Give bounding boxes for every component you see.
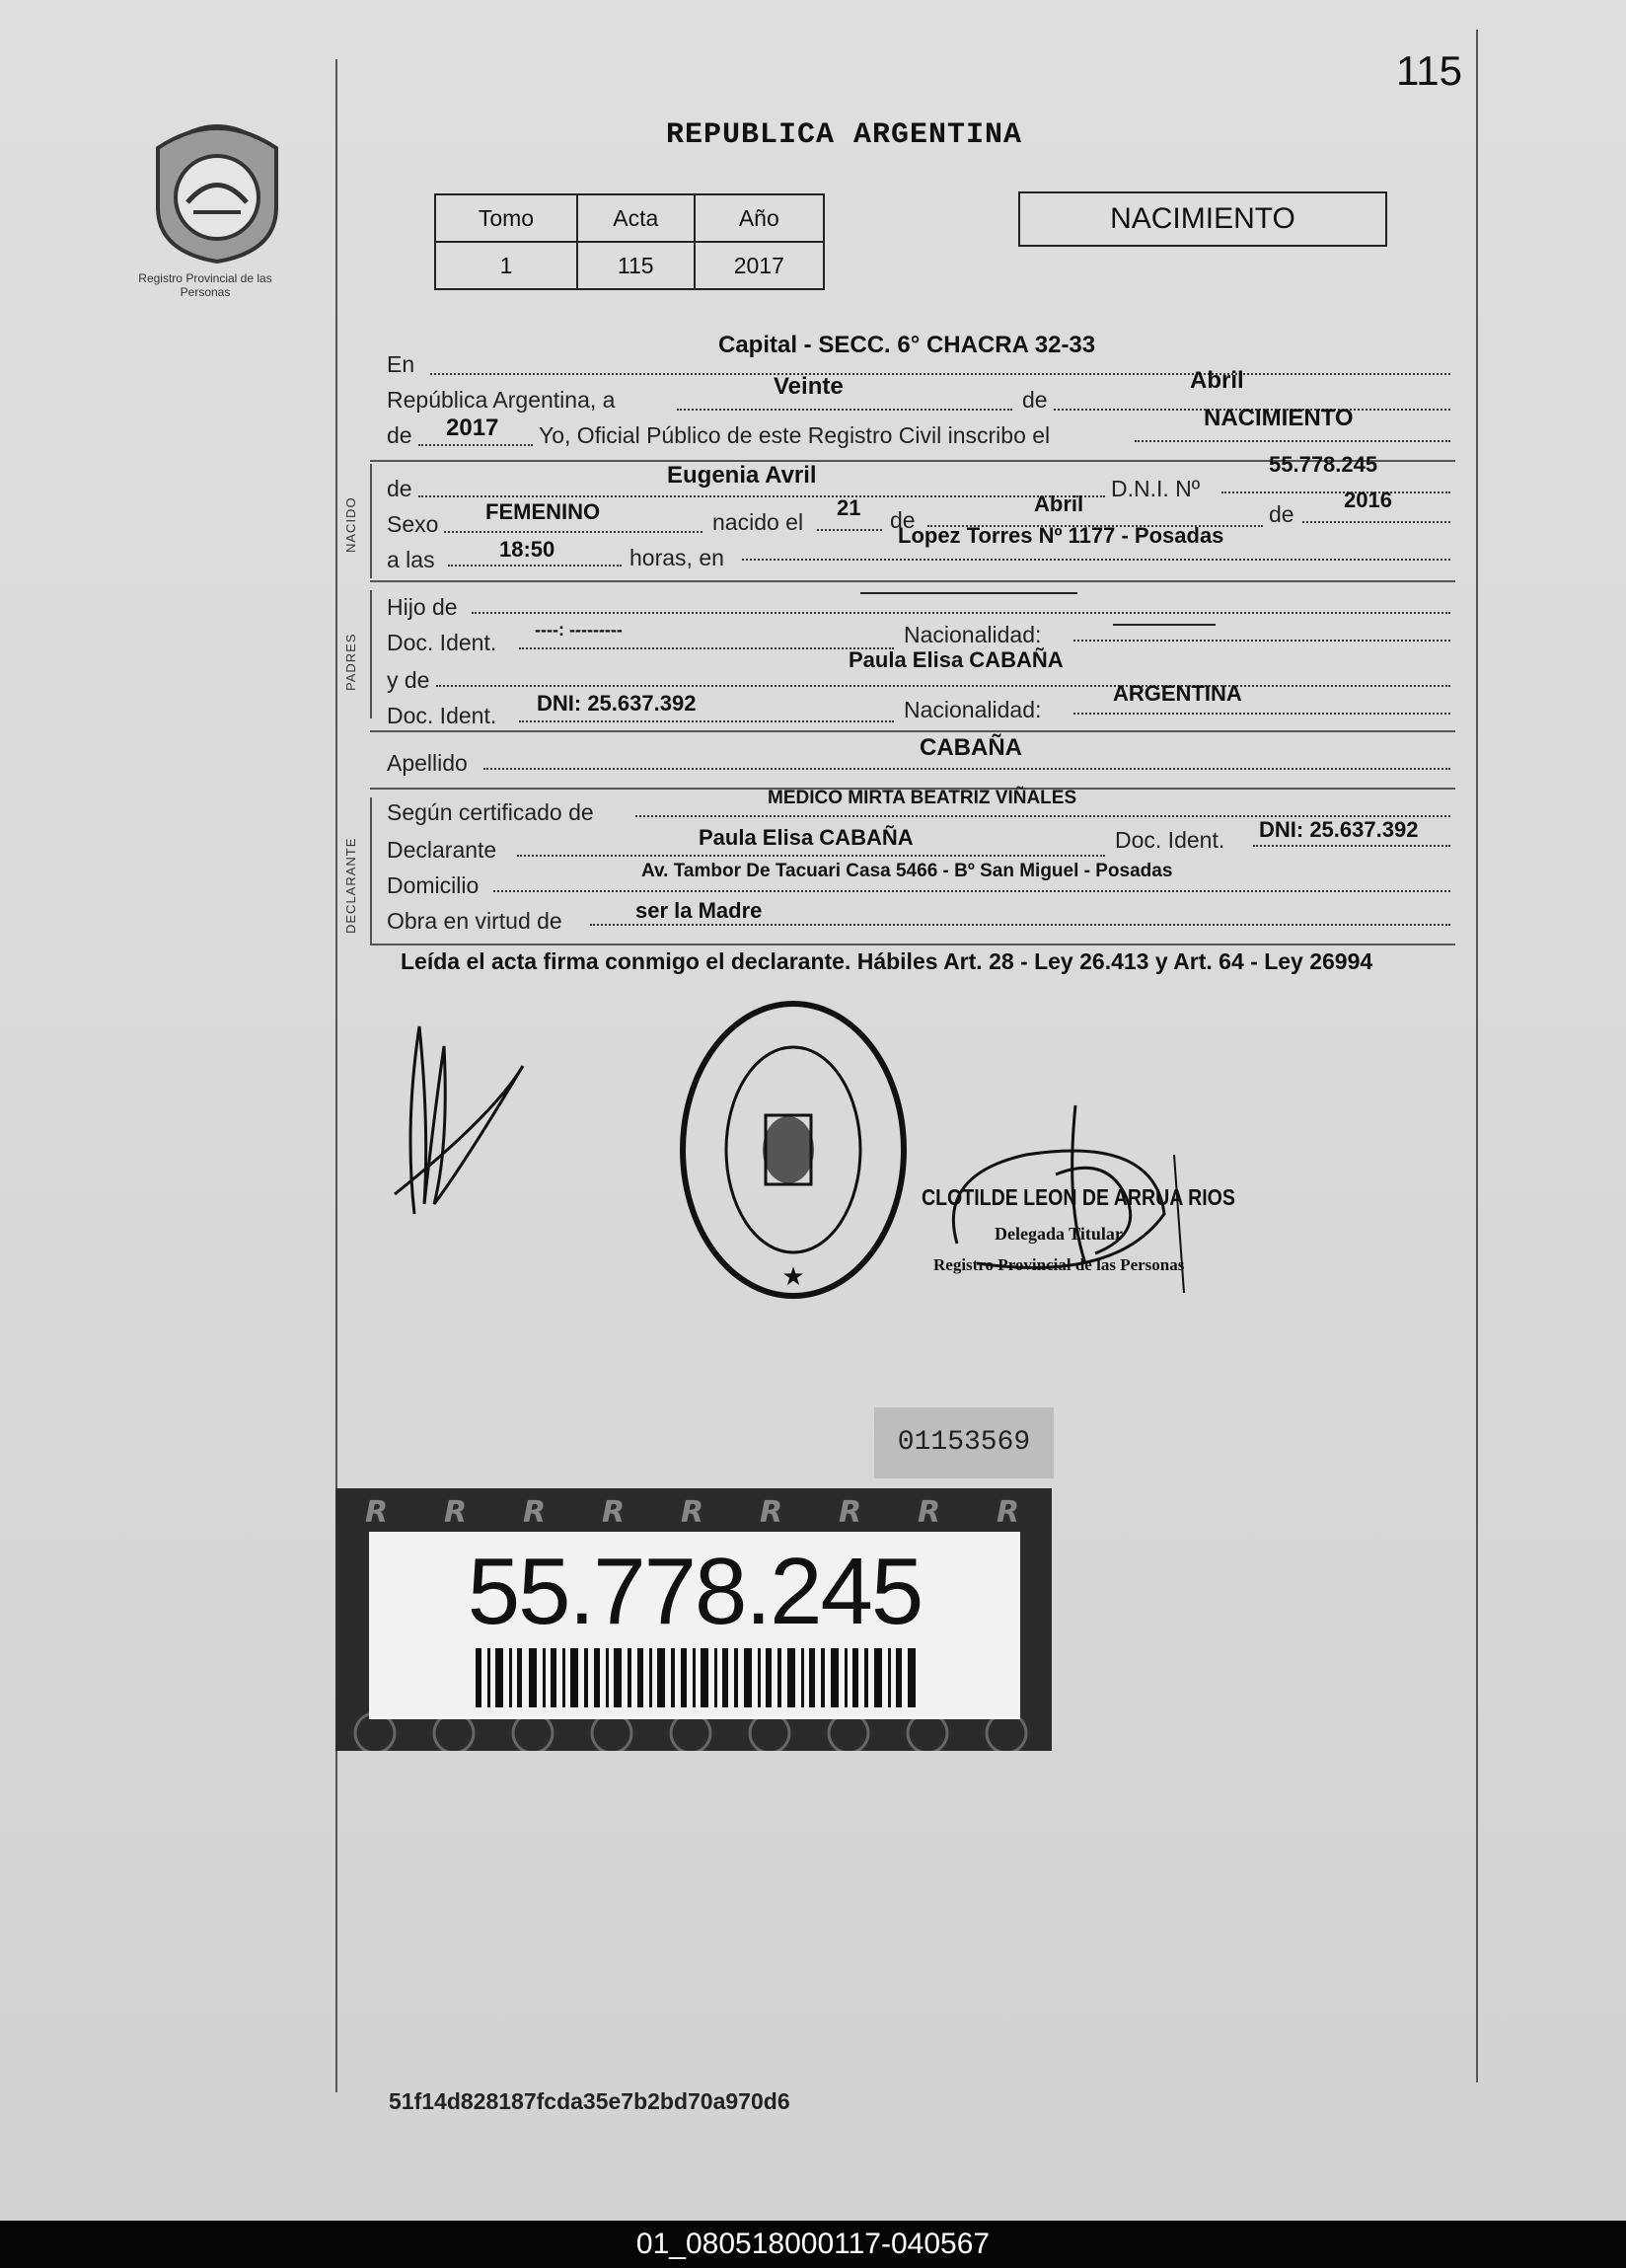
anio-dots: [418, 444, 533, 446]
domicilio-label: Domicilio: [387, 872, 480, 898]
barcode-icon: [476, 1648, 920, 1707]
svg-text:R: R: [997, 1495, 1020, 1530]
de-label: de: [1022, 387, 1048, 413]
domicilio-dots: [493, 890, 1450, 892]
record-table-header: [435, 194, 824, 242]
dni-sticker: [335, 1488, 1052, 1751]
declarante-doc: DNI: 25.637.392: [1259, 817, 1419, 842]
emblem-icon: [128, 109, 306, 266]
certificado-label: Según certificado de: [387, 799, 594, 825]
padres-madre: Paula Elisa CABAÑA: [849, 647, 1064, 672]
dia-nac-dots: [817, 529, 882, 531]
official-seal: [675, 997, 912, 1303]
declarante-doc-label: Doc. Ident.: [1115, 827, 1225, 853]
hijo-dots: [472, 612, 1450, 614]
alas-label: a las: [387, 547, 435, 572]
nacido-side-label: NACIDO: [343, 496, 358, 553]
obra-dots: [590, 924, 1450, 926]
doc2-label: Doc. Ident.: [387, 703, 497, 728]
value-tomo: 1: [435, 242, 577, 289]
value-acta: 115: [577, 242, 695, 289]
madre-dots: [436, 685, 1450, 687]
anio-value: 2017: [446, 415, 499, 441]
obra-value: ser la Madre: [635, 898, 763, 923]
en-dots: [430, 373, 1450, 375]
svg-text:★: ★: [781, 1262, 805, 1292]
nacido-dni: 55.778.245: [1269, 452, 1378, 477]
padres-bracket: [370, 590, 372, 718]
mes-value: Abril: [1190, 367, 1244, 394]
nacido-el-label: nacido el: [712, 509, 804, 535]
svg-text:R: R: [839, 1495, 862, 1530]
en-label: En: [387, 351, 415, 377]
dia-dots: [677, 409, 1012, 411]
page-number: 115: [1396, 47, 1462, 94]
header-acta: Acta: [577, 194, 695, 242]
doc2-dots: [519, 720, 894, 722]
separator-3: [370, 730, 1455, 732]
nacido-lugar: Lopez Torres Nº 1177 - Posadas: [898, 523, 1224, 548]
document-heading: REPUBLICA ARGENTINA: [666, 118, 1023, 152]
official-name: CLOTILDE LEON DE ARRUA RIOS: [922, 1184, 1235, 1210]
dni-dots: [1221, 491, 1450, 493]
control-number: 01153569: [897, 1427, 1031, 1458]
svg-text:R: R: [681, 1495, 704, 1530]
republica-label: República Argentina, a: [387, 387, 616, 413]
declarante-bracket: [370, 797, 372, 944]
nac1-dash: [1113, 624, 1216, 626]
nacido-bracket: [370, 464, 372, 578]
official-office: Registro Provincial de las Personas: [933, 1255, 1185, 1274]
apellido-dots: [483, 768, 1450, 770]
nacido-de3-label: de: [1269, 501, 1294, 527]
control-number-box: [874, 1407, 1054, 1478]
obra-label: Obra en virtud de: [387, 908, 562, 934]
nac2-value: ARGENTINA: [1113, 681, 1242, 706]
svg-text:R: R: [523, 1495, 547, 1530]
record-table: [434, 193, 825, 290]
horas-label: horas, en: [629, 545, 724, 570]
header-anio: Año: [695, 194, 824, 242]
domicilio-value: Av. Tambor De Tacuari Casa 5466 - Bº San Miguel - Posadas: [641, 861, 1173, 881]
nacido-de2-label: de: [890, 507, 916, 533]
apellido-label: Apellido: [387, 750, 468, 776]
padres-side-label: PADRES: [343, 633, 358, 691]
svg-text:R: R: [760, 1495, 783, 1530]
lugar-dots: [742, 559, 1450, 561]
svg-text:R: R: [444, 1495, 468, 1530]
hijo-dash: [860, 592, 1077, 594]
nacido-nombre: Eugenia Avril: [667, 462, 817, 489]
declarante-doc-dots: [1253, 845, 1450, 847]
footer-id: 01_080518000117-040567: [635, 2228, 991, 2260]
nacido-sexo: FEMENINO: [485, 499, 601, 524]
yde-label: y de: [387, 667, 430, 693]
declarante-side-label: DECLARANTE: [343, 837, 358, 934]
nacido-de-label: de: [387, 476, 412, 501]
hijo-label: Hijo de: [387, 594, 458, 620]
oficial-label: Yo, Oficial Público de este Registro Civil inscribo el: [539, 422, 1051, 448]
record-type: NACIMIENTO: [1110, 202, 1295, 235]
nombre-dots: [418, 495, 1105, 497]
hora-dots: [448, 565, 622, 567]
right-margin-line: [1476, 30, 1478, 2082]
inscribo-dots: [1135, 440, 1450, 442]
document-hash: 51f14d828187fcda35e7b2bd70a970d6: [389, 2088, 790, 2114]
doc1-label: Doc. Ident.: [387, 630, 497, 655]
sticker-inner: [369, 1532, 1020, 1719]
closing-text: Leída el acta firma conmigo el declarante. Hábiles Art. 28 - Ley 26.413 y Art. 64 - Ley 26994: [401, 948, 1373, 974]
provincial-emblem: [128, 109, 306, 306]
seal-text: [704, 1253, 882, 1257]
en-value: Capital - SECC. 6° CHACRA 32-33: [718, 332, 1096, 358]
apellido-value: CABAÑA: [920, 734, 1022, 761]
nacido-anio: 2016: [1344, 488, 1392, 512]
nacido-hora: 18:50: [499, 537, 555, 562]
doc2-value: DNI: 25.637.392: [537, 691, 697, 716]
nac2-dots: [1073, 713, 1450, 715]
svg-text:R: R: [365, 1495, 389, 1530]
svg-text:R: R: [918, 1495, 941, 1530]
anio-nac-dots: [1302, 521, 1450, 523]
emblem-caption: Registro Provincial de las Personas: [138, 271, 272, 299]
left-margin-line: [335, 59, 337, 2092]
nac2-label: Nacionalidad:: [904, 697, 1042, 722]
nacido-mes: Abril: [1034, 491, 1084, 516]
declarant-signature: [375, 1007, 533, 1224]
nac1-label: Nacionalidad:: [904, 622, 1042, 647]
value-anio: 2017: [695, 242, 824, 289]
official-title: Delegada Titular: [995, 1224, 1123, 1244]
declarante-label: Declarante: [387, 837, 497, 863]
nacido-dia: 21: [837, 495, 861, 520]
svg-text:R: R: [602, 1495, 626, 1530]
sticker-dni-number: 55.778.245: [467, 1539, 923, 1644]
header-tomo: Tomo: [435, 194, 577, 242]
record-table-row: [435, 242, 824, 289]
separator-2: [370, 580, 1455, 582]
de2-label: de: [387, 422, 412, 448]
declarante-dots: [517, 855, 1105, 857]
sexo-dots: [444, 531, 702, 533]
certificado-value: MEDICO MIRTA BEATRIZ VIÑALES: [768, 788, 1077, 808]
doc1-dots: [519, 647, 894, 649]
declarante-value: Paula Elisa CABAÑA: [699, 825, 914, 850]
sexo-label: Sexo: [387, 511, 439, 537]
record-type-box: [1018, 191, 1387, 247]
inscribo-value: NACIMIENTO: [1204, 405, 1354, 431]
nac1-dots: [1073, 640, 1450, 642]
dia-value: Veinte: [774, 373, 844, 400]
footer-bar: [0, 2221, 1626, 2268]
dni-label: D.N.I. Nº: [1111, 476, 1201, 501]
doc1-value: ----: ---------: [535, 620, 623, 640]
